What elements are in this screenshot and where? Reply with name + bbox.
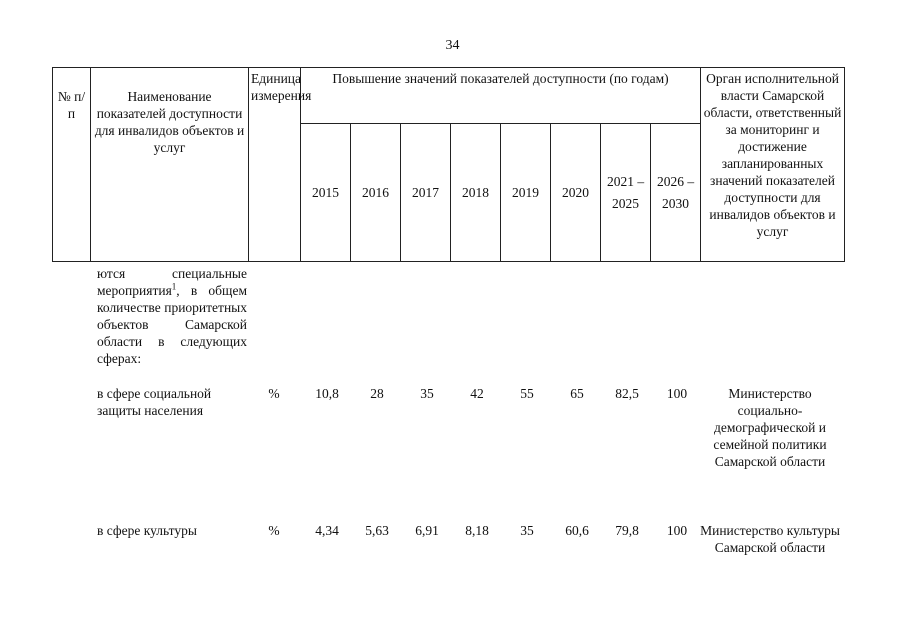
row-value: 55 xyxy=(520,386,534,401)
header-unit: Единица измерения xyxy=(249,68,301,262)
header-year: 2016 xyxy=(351,124,401,262)
header-number: № п/п xyxy=(53,68,91,262)
header-organ: Орган исполнительной власти Самарской области, ответственный за мониторинг и достижение запланированных значений показателей доступности для инвалидов объектов и услуг xyxy=(701,68,845,262)
continued-indicator-text: ются специальные мероприятия$^1$, в общем количестве приоритетных объектов Самарской области в следующих сферах: xyxy=(97,266,247,366)
header-year: 2026 – 2030 xyxy=(651,124,701,262)
header-indicator-name: Наименование показателей доступности для инвалидов объектов и услуг xyxy=(91,68,249,262)
row-value: 8,18 xyxy=(465,523,489,538)
row-value: 100 xyxy=(666,386,688,401)
header-year: 2017 xyxy=(401,124,451,262)
row-unit: % xyxy=(268,386,280,401)
row-organ: Министерство социально-демографической и семейной политики Самарской области xyxy=(713,386,827,469)
footnote-marker: 1 xyxy=(171,281,177,292)
row-value: 5,63 xyxy=(365,523,389,538)
header-year: 2021 – 2025 xyxy=(601,124,651,262)
row-value: 35 xyxy=(520,523,534,538)
header-increase: Повышение значений показателей доступности (по годам) xyxy=(301,68,701,124)
row-unit: % xyxy=(268,523,280,538)
row-value: 28 xyxy=(370,386,384,401)
row-value: 60,6 xyxy=(565,523,589,538)
header-year: 2015 xyxy=(301,124,351,262)
header-year: 2019 xyxy=(501,124,551,262)
row-value: 79,8 xyxy=(615,523,639,538)
row-value: 10,8 xyxy=(315,386,339,401)
row-value: 82,5 xyxy=(615,386,639,401)
row-value: 4,34 xyxy=(315,523,339,538)
row-value: 65 xyxy=(570,386,584,401)
row-value: 35 xyxy=(420,386,434,401)
page-number: 34 xyxy=(445,38,460,53)
row-value: 42 xyxy=(470,386,484,401)
row-indicator-name: в сфере социальной защиты населения xyxy=(97,386,212,418)
row-value: 100 xyxy=(666,523,688,538)
indicators-table-header xyxy=(52,67,845,262)
row-indicator-name: в сфере культуры xyxy=(97,523,197,538)
row-organ: Министерство культуры Самарской области xyxy=(700,523,840,555)
header-year: 2020 xyxy=(551,124,601,262)
row-value: 6,91 xyxy=(415,523,439,538)
header-year: 2018 xyxy=(451,124,501,262)
